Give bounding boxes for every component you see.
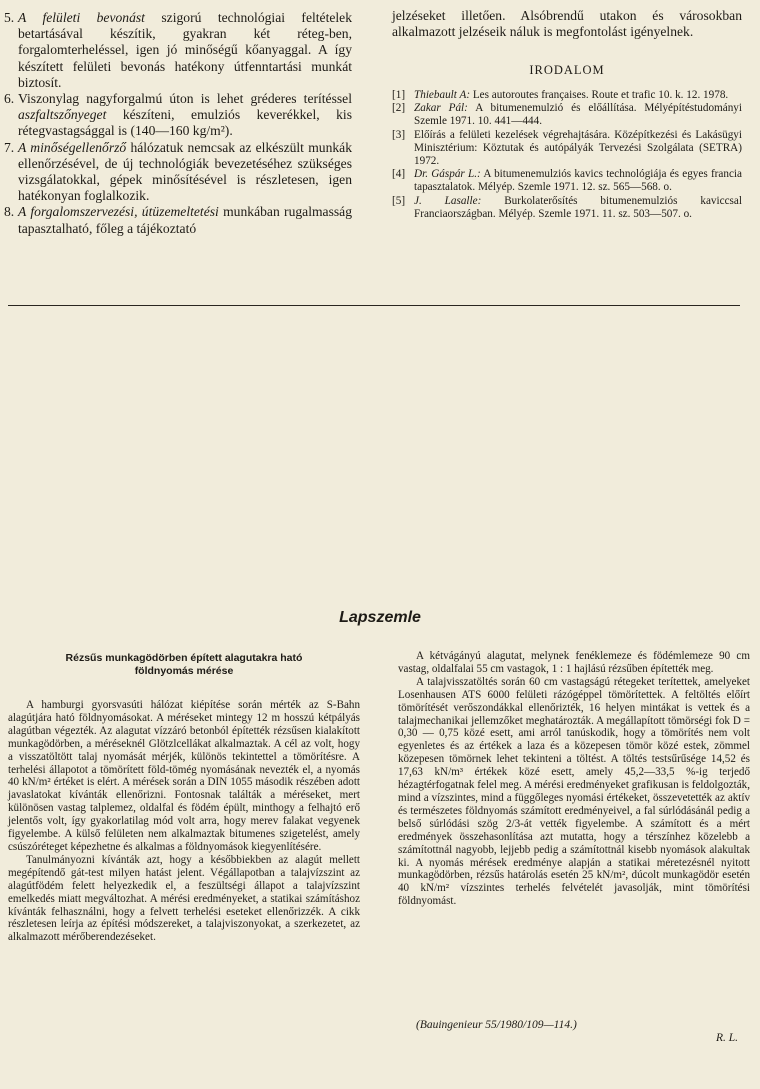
list-item: 8. A forgalomszervezési, útüzemeltetési munkában rugalmasság tapasztalható, főleg a tájékoztató xyxy=(4,204,352,236)
article-left-column xyxy=(8,652,360,944)
reference: [3] Előírás a felületi kezelések végrehajtására. Középítkezési és Lakásügyi Minisztérium: Köztutak és autópályák Tervezési Szolgálata (SETRA) 1972. xyxy=(392,129,742,167)
section-title: Lapszemle xyxy=(339,609,421,626)
list-item: 5. A felületi bevonást szigorú technológiai feltételek betartásával készítik, gyakran két réteg-ben, forgalomterheléssel, igen jó minőségű kőanyaggal. A így készített felületi bevonás hatékony útfenntartási munkát biztosít. xyxy=(4,10,352,90)
reference: [5] J. Lasalle: Burkolaterősítés bitumenemulziós kaviccsal Franciaországban. Mélyép. Szemle 1971. 11. sz. 503—507. o. xyxy=(392,194,742,220)
list-item: 6. Viszonylag nagyforgalmú úton is lehet gréderes terítéssel aszfaltszőnyeget készíteni, emulziós keverékkel, kis rétegvastagsággal is (140—160 kg/m²). xyxy=(4,91,352,139)
source-citation: (Bauingenieur 55/1980/109—114.) xyxy=(416,1019,577,1031)
paragraph: A hamburgi gyorsvasúti hálózat kiépítése során mérték az S-Bahn alagútjára ható földnyomásokat. A méréseket mintegy 12 m hosszú kétpályás alagútban végezték. Az alagutat vízzáró betonból építették rézsűsen kialakított munkagödörben, a méréseknél Glötzlcellákat alkalmaztak. A cél az volt, hogy a visszatöltött talaj nyomását mérjék, különös tekintettel a tömörítésre. A terhelési állapotot a tömörített föld-tömég nyomásának nevezték el, a nyomás 40 kN/m² értéket is elért. A mérések során a DIN 1055 második részében adott javaslatokat kívánták ellenőrizni. Fontosnak találták a méréseket, mert különösen vastag talplemez, oldalfal és födém épült, minthogy a felhajtó erő jelentős volt, így gyakorlatilag mód volt arra, hogy merev falakat vegyenek figyelembe. A külső felületen nem alkalmaztak bitumenes szigetelést, amely csúszóréteget képezhetne és alkalmas a földnyomások kiegyenlítésére. xyxy=(8,699,360,853)
reference: [1] Thiebault A: Les autoroutes françaises. Route et trafic 10. k. 12. 1978. xyxy=(392,88,729,101)
paragraph: A kétvágányú alagutat, melynek fenéklemeze és födémlemeze 90 cm vastag, oldalfalai 55 cm vastagok, 1 : 1 hajlású rézsűben építették meg. xyxy=(398,650,750,675)
author-initials: R. L. xyxy=(716,1032,739,1044)
top-left-column xyxy=(4,10,352,237)
list-item: 7. A minőségellenőrző hálózatuk nemcsak az elkészült munkák ellenőrzésével, de új technológiák bevezetéséhez szükséges vizsgálatokkal, gépek minősítésével is részletesen, igen hatékonyan foglalkozik. xyxy=(4,139,352,204)
article-title: Rézsűs munkagödörben épített alagutakra ható földnyomás mérése xyxy=(65,652,303,677)
bibliography-list xyxy=(392,89,742,221)
paragraph: Tanulmányozni kívánták azt, hogy a későbbiekben az alagút mellett megépítendő gát-test milyen hatást jelent. Végállapotban a talajvízszint az alagútfödém felett helyezkedik el, a feszültségi állapot a talajvízszint emelkedés miatt megváltozhat. A mérési eredményeket, a statikai számításhoz kívánták felhasználni, hogy a felvett terhelési eseteket ellenőrizzék. A cikk részletesen leírja az építési módszereket, a talajviszonyokat, a szerkezetet, az alkalmazott mérőberendezéseket. xyxy=(8,853,360,944)
horizontal-divider xyxy=(8,305,740,306)
reference: [4] Dr. Gáspár L.: A bitumenemulziós kavics technológiája és egyes francia tapasztalatok. Mélyép. Szemle 1971. 12. sz. 565—568. o. xyxy=(392,168,742,194)
article-right-column xyxy=(398,650,750,908)
paragraph: A talajvisszatöltés során 60 cm vastagságú rétegeket terítettek, amelyeket Losenhausen ATS 6000 felületi rázógéppel tömörítettek. A feltöltés előírt tömörítését verőszondákkal ellenőrizték, 16 helyen mintákat is vettek és a talajmechanikai jellemzőket meghatározták. A megállapított tömörségi fok D = 0,30 — 0,75 közé esett, ami arról tanúskodik, hogy a tömörítés nem volt egyenletes és az értékek a laza és a közepesen tömör közé estek, zömmel közepesen tömörnek lehet tekinteni a töltést. A töltés testsűrűsége 14,52 és 17,63 kN/m³ értékek közé esett, amely 45,2—33,5 %-ig terjedő hézagtérfogatnak felel meg. A mérési eredményeket grafikusan is feldolgozták, mind a vízszintes, mind a függőleges nyomási értékeket, összevetették az aktív és természetes földnyomás számított eredményeivel, a fal súrlódásánál pedig a belső súrlódási szög 2/3-át vették figyelembe. A számított és a mért eredmények összehasonlítása azt mutatta, hogy a térszínhez közelebb a számítottnál nagyobb, lejjebb pedig a számítottnál kisebb nyomások alakultak ki. A nyomás mérések eredménye alapján a statikai méretezésnél nyitott munkagödörben, rézsűs határolás esetén 25 kN/m², dúcolt munkagödör esetén 40 kN/m² vízszintes terhelés felvételét javasolják, mint tömörítési földnyomást. xyxy=(398,675,750,908)
bibliography-title: IRODALOM xyxy=(529,63,605,78)
continued-text: jelzéseket illetően. Alsóbrendű utakon és városokban alkalmazott jelzéseik náluk is megfontolást igényelnek. xyxy=(392,8,742,40)
top-right-column xyxy=(392,8,742,222)
reference: [2] Zakar Pál: A bitumenemulzió és előállítása. Mélyépítéstudományi Szemle 1971. 10. 441—444. xyxy=(392,102,743,128)
